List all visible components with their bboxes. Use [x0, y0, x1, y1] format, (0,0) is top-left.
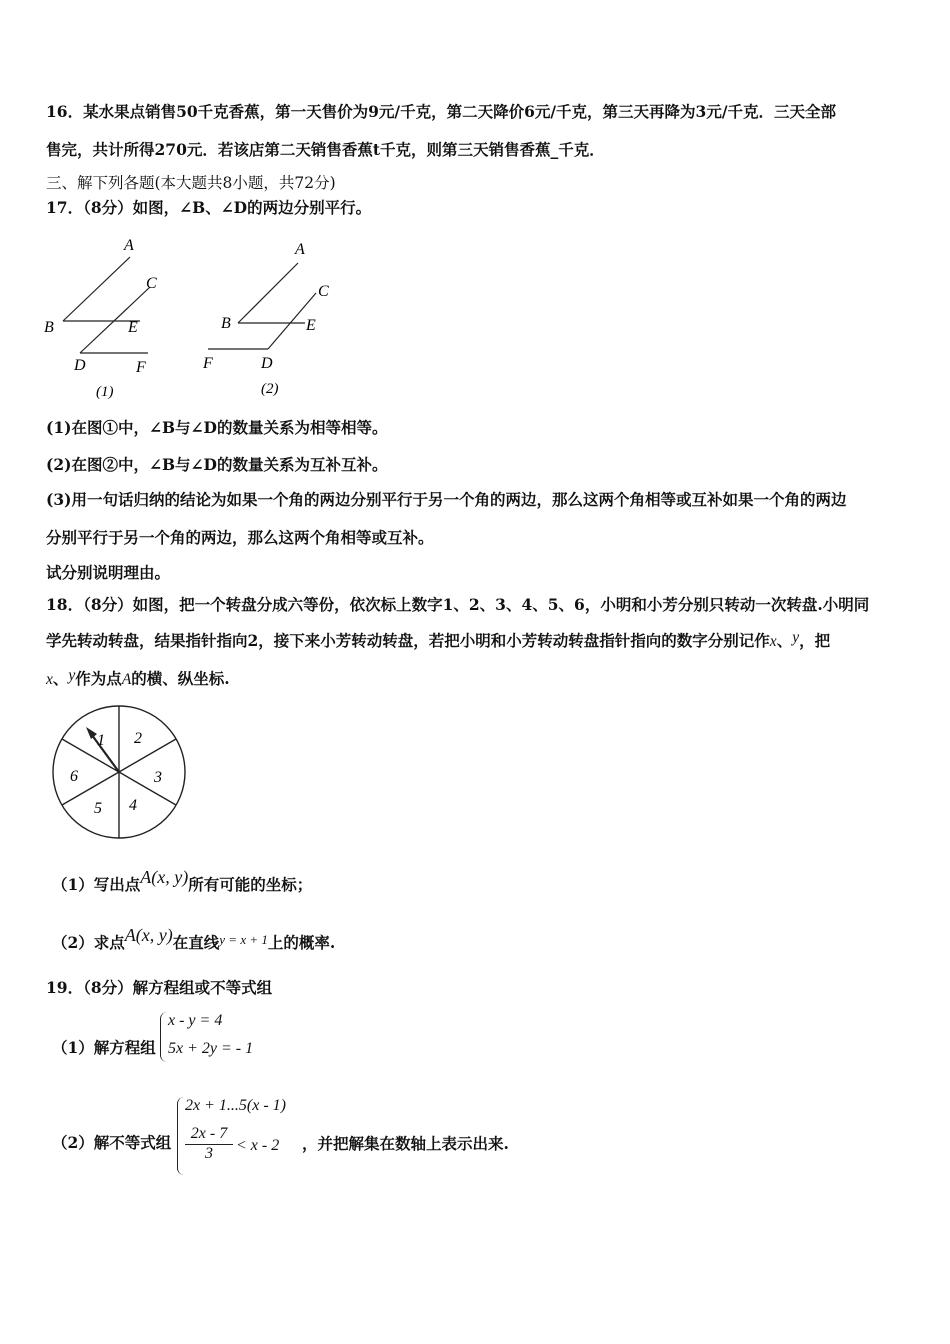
- inequality-1: 2x + 1...5(x - 1): [185, 1097, 286, 1114]
- system-brace: [160, 1012, 167, 1062]
- q18-sub2: [52, 925, 336, 955]
- spinner-number: 2: [134, 730, 142, 747]
- q19-sub1-label: （1）解方程组: [52, 1038, 156, 1057]
- q17-part3-line2: 分别平行于另一个角的两边，那么这两个角相等或互补。: [46, 528, 434, 547]
- var-x: x: [46, 671, 53, 688]
- q18-line3: [46, 668, 230, 691]
- label-d: D: [74, 357, 86, 374]
- section-heading: 三、解下列各题(本大题共8小题，共72分): [46, 174, 336, 192]
- label-b: B: [44, 319, 54, 336]
- spinner-number: 5: [94, 800, 102, 817]
- q17-part1: (1)在图①中，∠B与∠D的数量关系为相等相等。: [46, 418, 388, 437]
- q18-sub1: [52, 867, 313, 896]
- expr-axy: A(x, y): [124, 925, 173, 945]
- spinner-number: 3: [154, 769, 162, 786]
- sep: 、: [52, 669, 69, 688]
- q18-sub1-post: 所有可能的坐标；: [188, 875, 313, 894]
- label-c: C: [146, 275, 157, 292]
- q18-line3-mid: 作为点: [75, 669, 122, 688]
- label-b: B: [221, 315, 231, 332]
- fig1-caption: (1): [96, 384, 114, 400]
- divider: [119, 772, 176, 805]
- var-y: y: [792, 629, 800, 646]
- q18-line2-text: 学先转动转盘，结果指针指向2，接下来小芳转动转盘，若把小明和小芳转动转盘指针指向的数字分别记作: [46, 631, 770, 650]
- spinner-number: 1: [97, 732, 105, 749]
- label-e: E: [128, 319, 138, 336]
- line-equation: y = x + 1: [219, 932, 268, 947]
- comma-ba: ，把: [799, 631, 831, 650]
- spinner-number: 6: [70, 768, 78, 785]
- divider: [119, 739, 176, 772]
- point-a: A: [121, 671, 132, 688]
- q17-part3-line1: (3)用一句话归纳的结论为如果一个角的两边分别平行于另一个角的两边，那么这两个角相等或互补如果一个角的两边: [46, 490, 847, 509]
- equation-2: 5x + 2y = - 1: [168, 1040, 254, 1057]
- var-y: y: [68, 667, 76, 684]
- inequality-2-fraction: [183, 1125, 235, 1163]
- q19-stem: 19．（8分）解方程组或不等式组: [46, 978, 273, 997]
- q18-sub1-pre: （1）写出点: [52, 875, 141, 894]
- q18-sub2-pre: （2）求点: [52, 933, 125, 952]
- label-c: C: [318, 283, 329, 300]
- equation-1: x - y = 4: [168, 1012, 223, 1029]
- sep: 、: [776, 631, 793, 650]
- q18-line1: 18．（8分）如图，把一个转盘分成六等份，依次标上数字1、2、3、4、5、6，小明和小芳分别只转动一次转盘.小明同: [46, 595, 870, 614]
- spinner-number: 4: [129, 797, 137, 814]
- spinner: [46, 703, 196, 843]
- q17-figure-2: [198, 236, 338, 401]
- q17-figure-1: [40, 232, 170, 402]
- ray-dc: [80, 287, 150, 353]
- inequality-2-rest: < x - 2: [236, 1137, 280, 1154]
- fig2-caption: (2): [261, 381, 279, 397]
- label-f: F: [136, 359, 146, 376]
- q16-line1: 16．某水果点销售50千克香蕉，第一天售价为9元/千克，第二天降价6元/千克，第三天再降为3元/千克．三天全部: [46, 102, 836, 121]
- q19-sub2-label: （2）解不等式组: [52, 1133, 172, 1152]
- q17-stem: 17．（8分）如图，∠B、∠D的两边分别平行。: [46, 198, 372, 217]
- fraction-numerator: 2x - 7: [190, 1125, 228, 1142]
- q18-sub2-mid: 在直线: [172, 933, 220, 952]
- label-a: A: [295, 241, 305, 258]
- label-a: A: [124, 237, 134, 254]
- var-x: x: [769, 633, 777, 650]
- expr-axy: A(x, y): [140, 867, 189, 887]
- ray-ba: [63, 257, 130, 321]
- label-e: E: [306, 317, 316, 334]
- fraction-denominator: 3: [205, 1145, 213, 1162]
- label-f: F: [203, 355, 213, 372]
- q18-line2: [46, 630, 830, 653]
- label-d: D: [261, 355, 273, 372]
- ray-ba: [238, 263, 298, 323]
- q19-sub2-tail: ，并把解集在数轴上表示出来.: [302, 1134, 509, 1153]
- q18-sub2-post: 上的概率.: [267, 933, 336, 952]
- q17-reason-prompt: 试分别说明理由。: [46, 563, 171, 582]
- q17-part2: (2)在图②中，∠B与∠D的数量关系为互补互补。: [46, 455, 388, 474]
- q16-line2: 售完，共计所得270元．若该店第二天销售香蕉t千克，则第三天销售香蕉_千克．: [46, 140, 605, 159]
- q18-line3-end: 的横、纵坐标.: [131, 669, 230, 688]
